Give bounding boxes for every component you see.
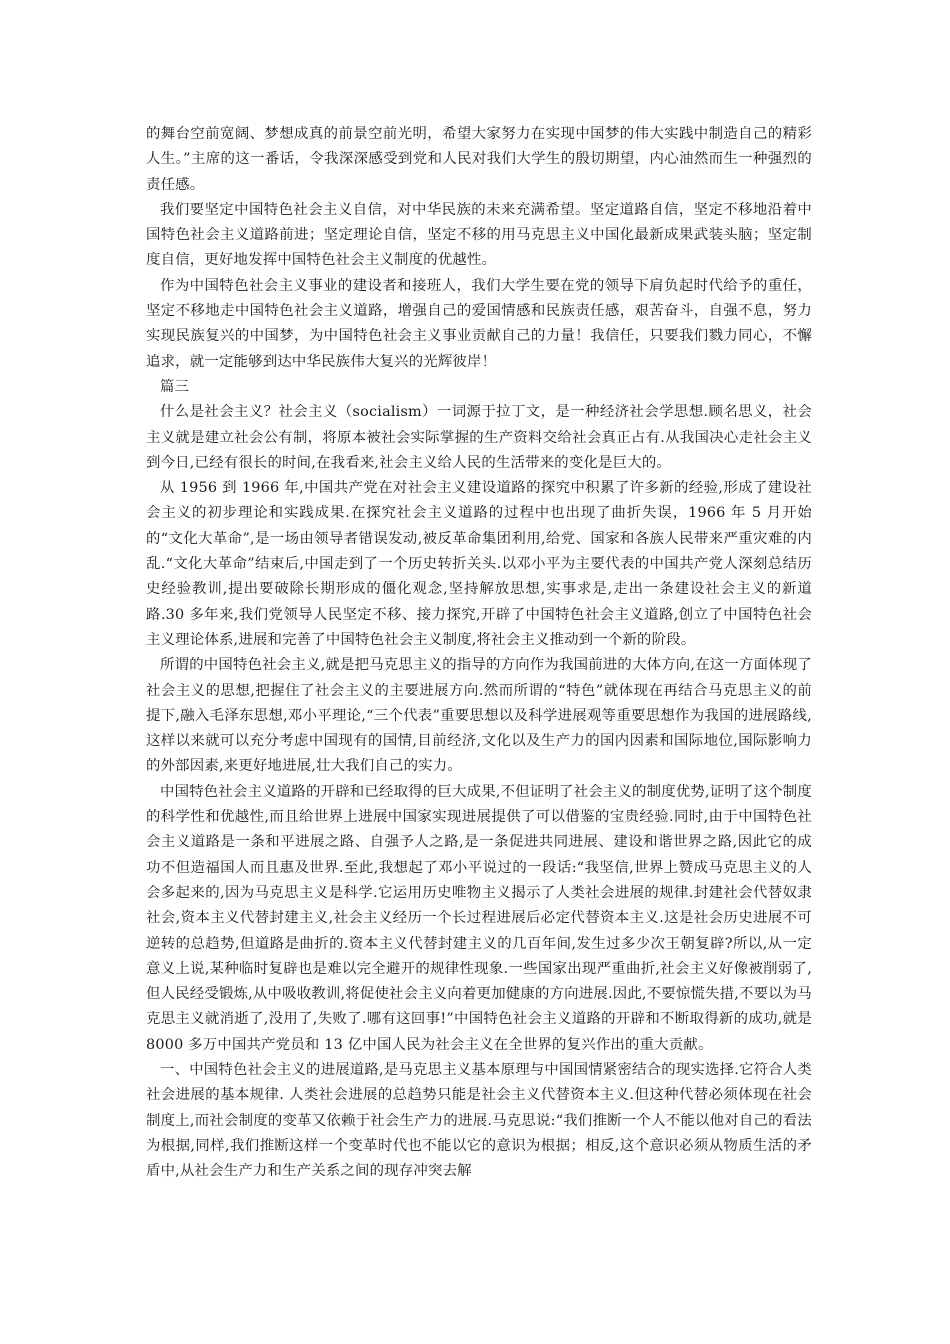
paragraph-2: 我们要坚定中国特色社会主义自信，对中华民族的未来充满希望。坚定道路自信，坚定不移地沿着中国特色社会主义道路前进；坚定理论自信，坚定不移的用马克思主义中国化最新成果武装头脑；坚定制度自信，更好地发挥中国特色社会主义制度的优越性。 xyxy=(146,201,812,269)
paragraph-7: 中国特色社会主义道路的开辟和已经取得的巨大成果,不但证明了社会主义的制度优势,证明了这个制度的科学性和优越性,而且给世界上进展中国家实现进展提供了可以借鉴的宝贵经验.同时,由于中国特色社会主义道路是一条和平进展之路、自强予人之路,是一条促进共同进展、建设和谐世界之路,因此它的成功不但造福国人而且惠及世界.至此,我想起了邓小平说过的一段话:“我坚信,世界上赞成马克思主义的人会多起来的,因为马克思主义是科学.它运用历史唯物主义揭示了人类社会进展的规律.封建社会代替奴隶社会,资本主义代替封建主义,社会主义经历一个长过程进展后必定代替资本主义.这是社会历史进展不可逆转的总趋势,但道路是曲折的.资本主义代替封建主义的几百年间,发生过多少次王朝复辟?所以,从一定意义上说,某种临时复辟也是难以完全避开的规律性现象.一些国家出现严重曲折,社会主义好像被削弱了,但人民经受锻炼,从中吸收教训,将促使社会主义向着更加健康的方向进展.因此,不要惊慌失措,不要以为马克思主义就消逝了,没用了,失败了.哪有这回事!”中国特色社会主义道路的开辟和不断取得新的成功,就是 8000 多万中国共产党员和 13 亿中国人民为社会主义在全世界的复兴作出的重大贡献。 xyxy=(146,783,812,1053)
paragraph-3: 作为中国特色社会主义事业的建设者和接班人，我们大学生要在党的领导下肩负起时代给予的重任，坚定不移地走中国特色社会主义道路，增强自己的爱国情感和民族责任感，艰苦奋斗，自强不息，努力实现民族复兴的中国梦，为中国特色社会主义事业贡献自己的力量！我信任，只要我们戮力同心，不懈追求，就一定能够到达中华民族伟大复兴的光辉彼岸！ xyxy=(146,277,812,370)
paragraph-5: 从 1956 到 1966 年,中国共产党在对社会主义建设道路的探究中积累了许多新的经验,形成了建设社会主义的初步理论和实践成果.在探究社会主义道路的过程中也出现了曲折失误，1966 年 5 月开始的“文化大革命”,是一场由领导者错误发动,被反革命集团利用,给党、国家和各族人民带来严重灾难的内乱.“文化大革命”结束后,中国走到了一个历史转折关头.以邓小平为主要代表的中国共产党人深刻总结历史经验教训,提出要破除长期形成的僵化观念,坚持解放思想,实事求是,走出一条建设社会主义的新道路.30 多年来,我们党领导人民坚定不移、接力探究,开辟了中国特色社会主义道路,创立了中国特色社会主义理论体系,进展和完善了中国特色社会主义制度,将社会主义推动到一个新的阶段。 xyxy=(146,480,812,648)
paragraph-1: 的舞台空前宽阔、梦想成真的前景空前光明，希望大家努力在实现中国梦的伟大实践中制造自己的精彩人生。”主席的这一番话，令我深深感受到党和人民对我们大学生的殷切期望，内心油然而生一种强烈的责任感。 xyxy=(146,126,812,193)
document-body xyxy=(146,122,812,1184)
section-heading: 篇三 xyxy=(160,378,190,395)
paragraph-4: 什么是社会主义？社会主义（socialism）一词源于拉丁文，是一种经济社会学思想.顾名思义，社会主义就是建立社会公有制，将原本被社会实际掌握的生产资料交给社会真正占有.从我国决心走社会主义到今日,已经有很长的时间,在我看来,社会主义给人民的生活带来的变化是巨大的。 xyxy=(146,404,812,471)
paragraph-8: 一、中国特色社会主义的进展道路,是马克思主义基本原理与中国国情紧密结合的现实选择.它符合人类社会进展的基本规律. 人类社会进展的总趋势只能是社会主义代替资本主义.但这种代替必须体现在社会制度上,而社会制度的变革又依赖于社会生产力的进展.马克思说:“我们推断一个人不能以他对自己的看法为根据,同样,我们推断这样一个变革时代也不能以它的意识为根据；相反,这个意识必须从物质生活的矛盾中,从社会生产力和生产关系之间的现存冲突去解 xyxy=(146,1061,812,1180)
paragraph-6: 所谓的中国特色社会主义,就是把马克思主义的指导的方向作为我国前进的大体方向,在这一方面体现了社会主义的思想,把握住了社会主义的主要进展方向.然而所谓的“特色”就体现在再结合马克思主义的前提下,融入毛泽东思想,邓小平理论,“三个代表”重要思想以及科学进展观等重要思想作为我国的进展路线,这样以来就可以充分考虑中国现有的国情,目前经济,文化以及生产力的国内因素和国际地位,国际影响力的外部因素,来更好地进展,壮大我们自己的实力。 xyxy=(146,657,812,775)
